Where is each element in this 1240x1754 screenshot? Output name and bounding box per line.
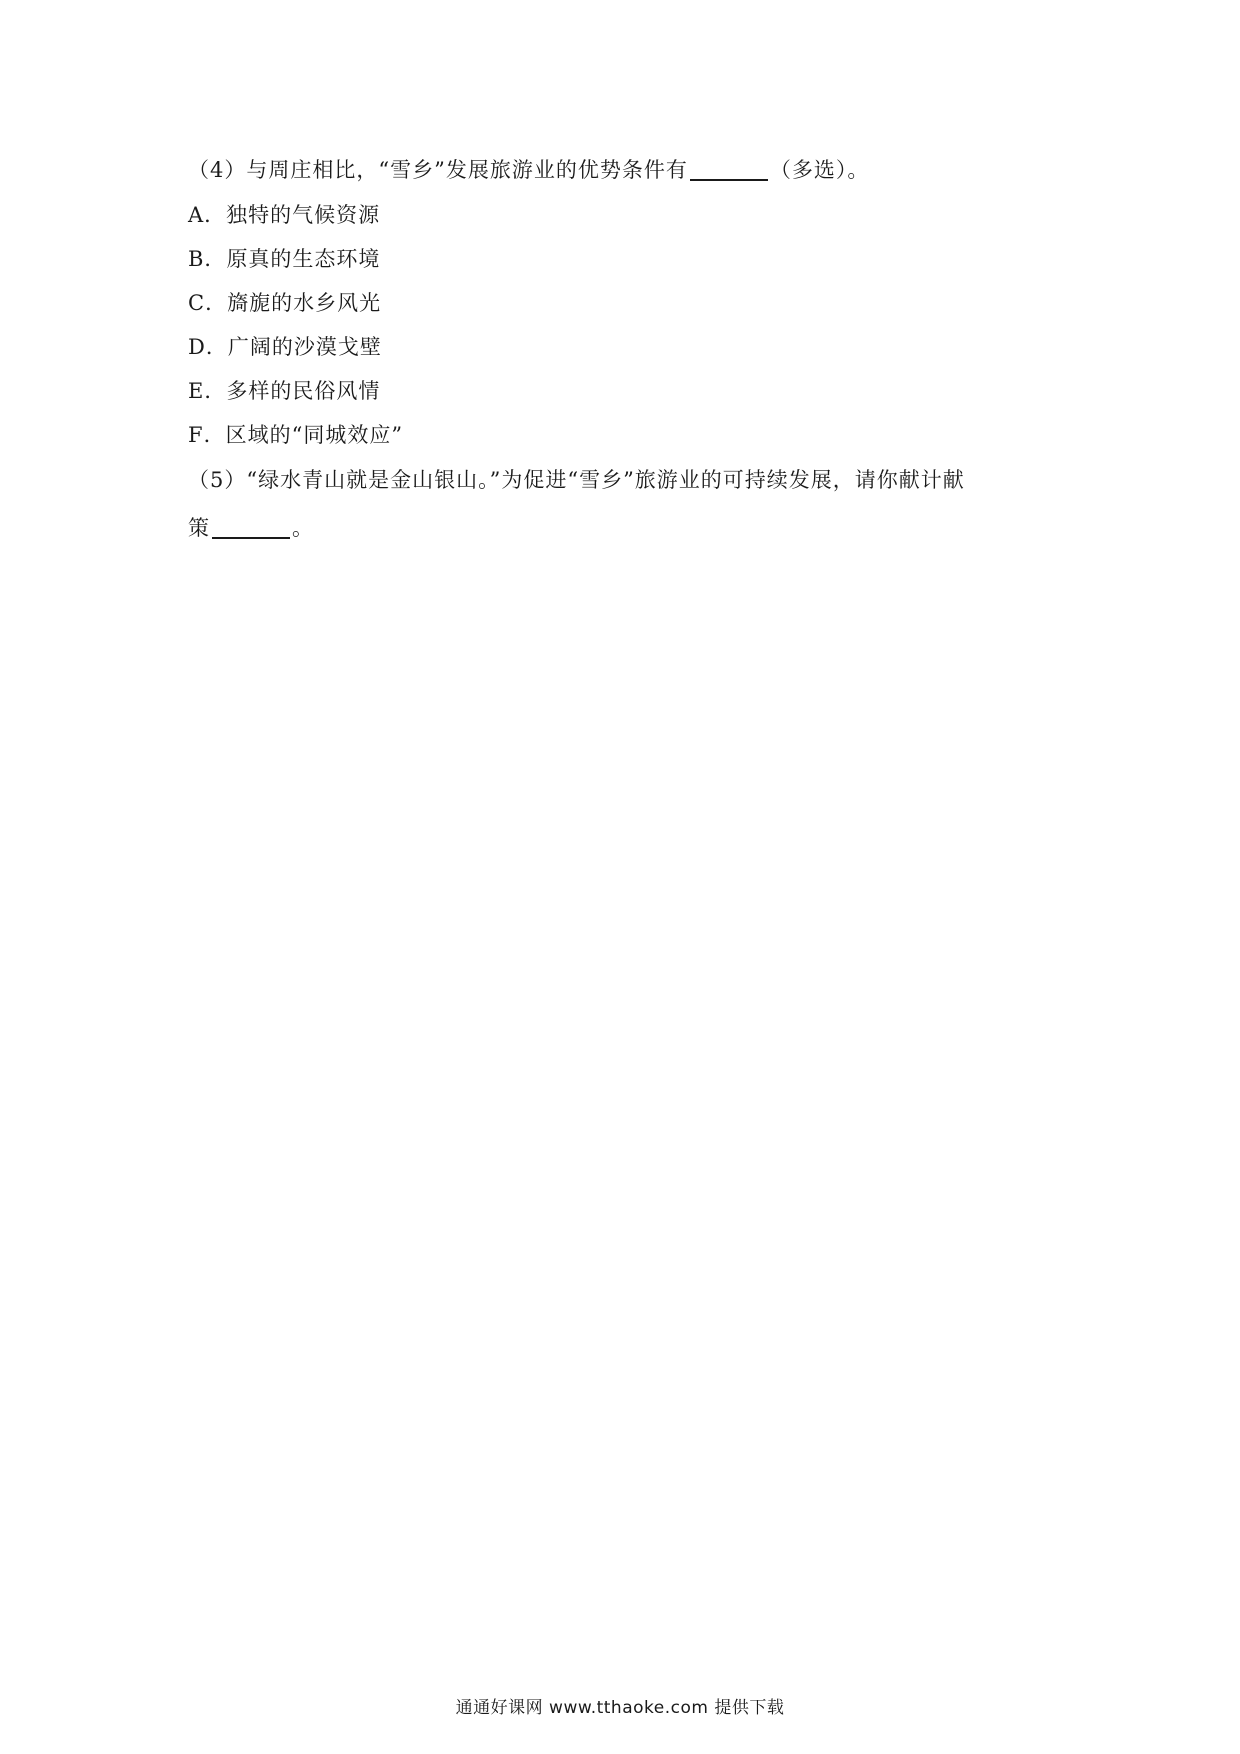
option-letter: C．: [188, 291, 228, 315]
option-b: [188, 244, 380, 274]
option-a: [188, 200, 380, 230]
question-5-line1: （5）“绿水青山就是金山银山。”为促进“雪乡”旅游业的可持续发展，请你献计献: [188, 468, 965, 492]
option-text: 原真的生态环境: [226, 247, 381, 271]
option-e: [188, 376, 380, 406]
question-5-stem-continued: [188, 513, 314, 543]
option-letter: F．: [188, 423, 226, 447]
question-4-stem: [188, 155, 869, 185]
answer-blank: [690, 157, 768, 181]
option-letter: B．: [188, 247, 227, 271]
option-text: 多样的民俗风情: [226, 379, 381, 403]
question-4-suffix: （多选）。: [769, 158, 870, 182]
question-5-line2-suffix: 。: [292, 516, 314, 540]
option-text: 独特的气候资源: [226, 203, 381, 227]
option-letter: A．: [188, 203, 227, 227]
option-text: 区域的“同城效应”: [225, 423, 404, 447]
question-4-prefix: （4）与周庄相比，“雪乡”发展旅游业的优势条件有: [188, 158, 688, 182]
option-d: [188, 332, 382, 362]
question-5-stem: [188, 465, 965, 495]
page-footer: [0, 1693, 1240, 1718]
footer-text: 通通好课网 www.tthaoke.com 提供下载: [455, 1698, 785, 1718]
option-letter: D．: [188, 335, 228, 359]
option-text: 旖旎的水乡风光: [227, 291, 382, 315]
answer-blank: [212, 515, 290, 539]
option-c: [188, 288, 381, 318]
option-f: [188, 420, 403, 450]
option-text: 广阔的沙漠戈壁: [227, 335, 382, 359]
question-5-line2-prefix: 策: [188, 516, 210, 540]
option-letter: E．: [188, 379, 227, 403]
